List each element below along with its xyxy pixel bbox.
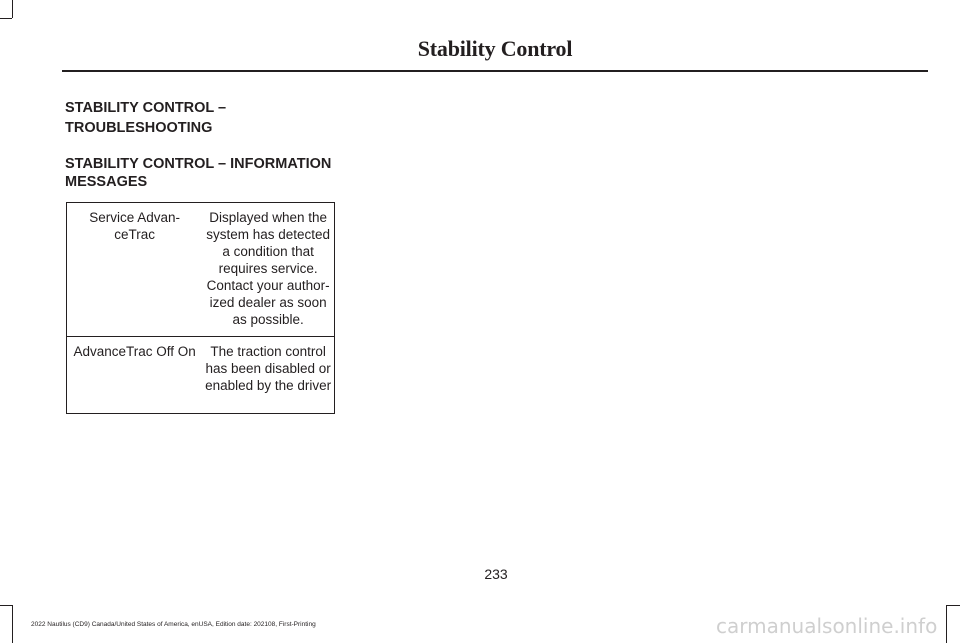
table-row — [67, 203, 335, 337]
information-messages-table — [66, 202, 335, 414]
crop-mark-bottom-right-vertical — [946, 605, 947, 643]
crop-mark-bottom-left-vertical — [12, 605, 13, 643]
message-cell: Service Advan-ceTrac — [67, 203, 203, 337]
crop-mark-bottom-left-horizontal — [0, 605, 12, 606]
description-cell: The traction control has been disabled or enabled by the driver — [202, 337, 334, 414]
watermark: carmanualsonline.info — [716, 614, 938, 638]
page-header-title: Stability Control — [417, 36, 573, 61]
crop-mark-top-left-horizontal — [0, 18, 12, 19]
section-heading-info-messages-line-1: STABILITY CONTROL – INFORMATION — [65, 156, 332, 172]
description-cell: Displayed when the system has detected a condition that requires service. Contact your author-ized dealer as soon as possible. — [202, 203, 334, 337]
section-heading-troubleshooting-line-2: TROUBLESHOOTING — [65, 120, 213, 136]
section-heading-info-messages-line-2: MESSAGES — [65, 174, 148, 190]
crop-mark-bottom-right-horizontal — [946, 605, 960, 606]
crop-mark-top-left-vertical — [12, 0, 13, 18]
table-row — [67, 337, 335, 414]
section-heading-troubleshooting-line-1: STABILITY CONTROL – — [65, 100, 227, 116]
header-divider — [62, 70, 928, 72]
message-cell: AdvanceTrac Off On — [67, 337, 203, 414]
edition-footer-text: 2022 Nautilus (CD9) Canada/United States of America, enUSA, Edition date: 202108, First-Printing — [31, 621, 316, 628]
page-number: 233 — [484, 566, 508, 582]
